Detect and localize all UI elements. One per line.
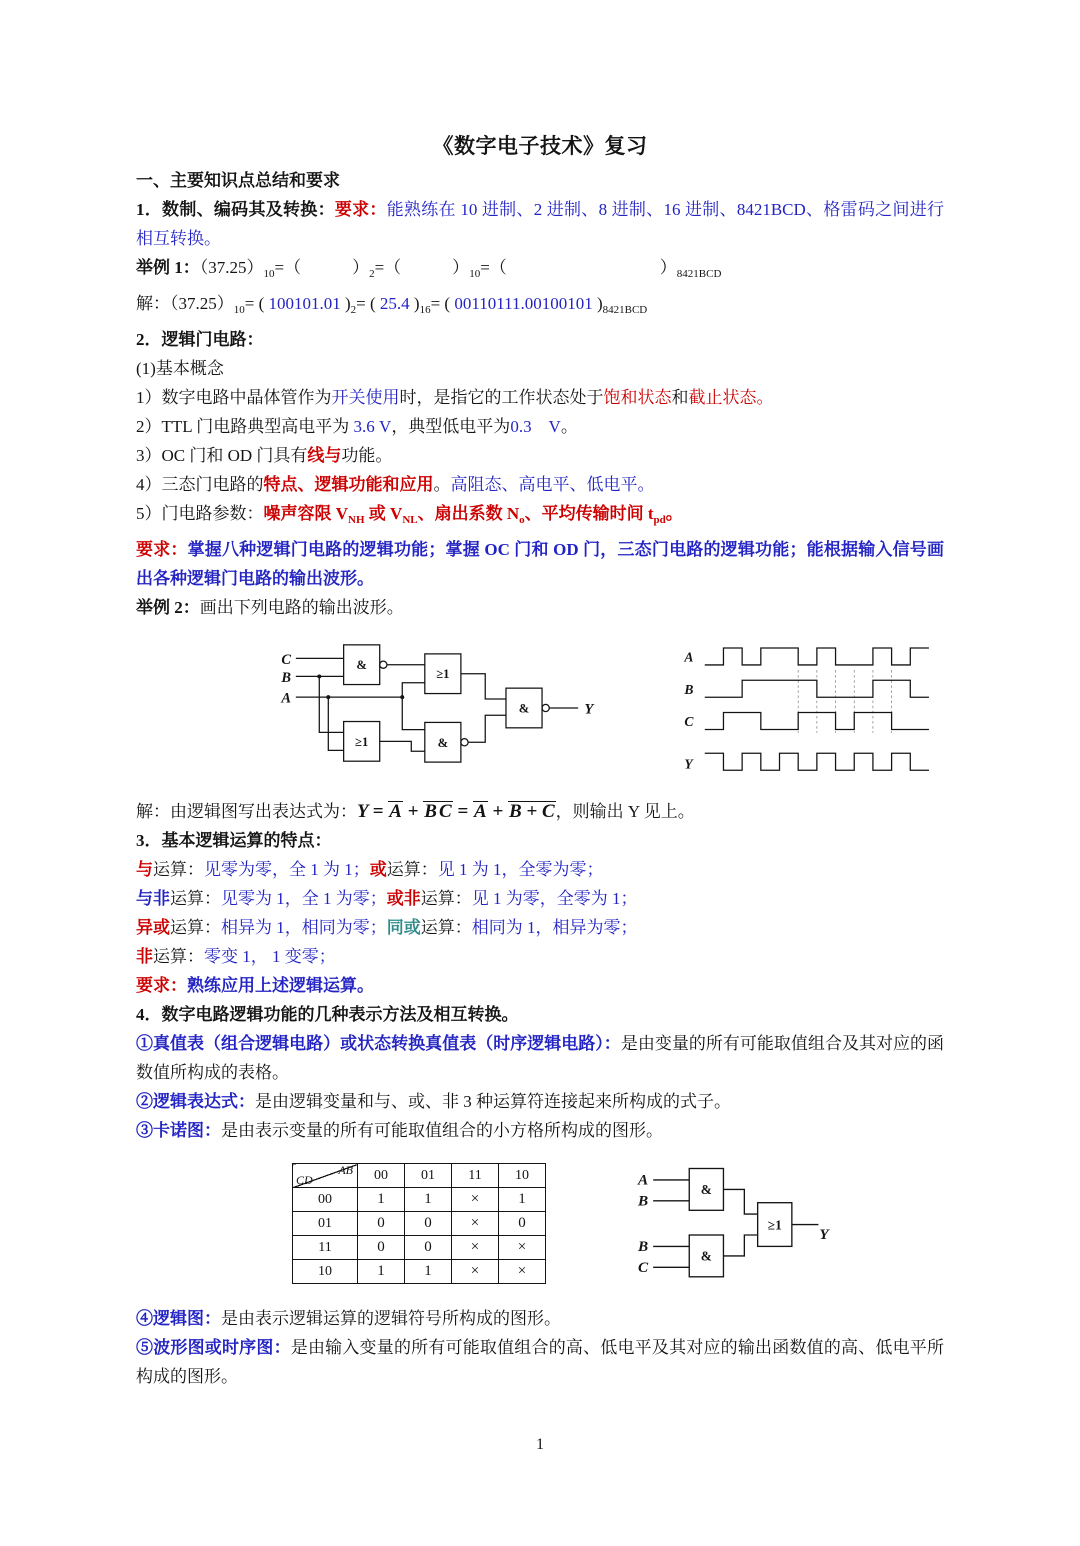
text-segment: 。: [665, 504, 683, 523]
kmap-cell: 1: [358, 1188, 405, 1212]
kmap-row-label: 10: [293, 1260, 358, 1284]
text-segment: 10: [233, 304, 245, 316]
text-segment: B: [424, 801, 437, 822]
text-segment: 要求：: [334, 200, 387, 219]
or-gate-label: ≥1: [436, 667, 450, 682]
op-nand-nor: [136, 884, 944, 913]
logic-circuit-figure: [276, 634, 637, 791]
text-segment: 是由变量的所有可能取值组合及其对应的函数值所构成的表格。: [136, 1034, 945, 1082]
text-segment: 10: [263, 268, 275, 280]
text-segment: 1．数制、编码其及转换：: [136, 200, 335, 219]
kmap-cell: 0: [405, 1236, 452, 1260]
text-segment: 运算：: [170, 918, 221, 937]
text-segment: =（ ）: [480, 258, 677, 277]
text-segment: 解：由逻辑图写出表达式为：: [136, 802, 357, 821]
signal-label-y: Y: [684, 756, 693, 772]
kmap-cell: 0: [358, 1236, 405, 1260]
text-segment: （37.25）: [199, 258, 264, 277]
text-segment: 2: [369, 268, 375, 280]
item-2-logic-gates: [136, 325, 944, 354]
text-segment: 100101.01: [268, 294, 341, 313]
text-segment: = (: [356, 294, 380, 313]
item-4-representations: [136, 1000, 944, 1029]
op-not: [136, 942, 944, 971]
text-segment: ，典型低电平为: [391, 417, 511, 436]
text-segment: =（ ）: [274, 258, 370, 277]
text-segment: =: [367, 801, 389, 822]
waveform-y: [705, 753, 929, 770]
or-gate-label: ≥1: [355, 734, 369, 749]
kmap-row-label: 00: [293, 1188, 358, 1212]
text-segment: 、平均传输时间 t: [524, 504, 654, 523]
waveform-gridlines: [798, 670, 891, 733]
nand-gate-label: &: [356, 658, 367, 673]
text-block-2: [136, 797, 944, 1145]
text-segment: 4）三态门电路的: [136, 475, 264, 494]
kmap-cell: 1: [405, 1260, 452, 1284]
page-title: 《数字电子技术》复习: [432, 134, 648, 158]
input-label-b: B: [281, 669, 292, 686]
text-segment: 4．数字电路逻辑功能的几种表示方法及相互转换。: [136, 1005, 519, 1024]
text-segment: 非: [136, 947, 153, 966]
item-1-number-systems: [136, 195, 944, 253]
text-segment: 同或: [386, 918, 421, 937]
text-segment: 是由逻辑变量和与、或、非 3 种运算符连接起来所构成的式子。: [255, 1092, 731, 1111]
rep-3-kmap: [136, 1116, 944, 1145]
text-segment: ③卡诺图：: [136, 1121, 221, 1140]
concept-3: [136, 441, 944, 470]
text-block-1: [136, 166, 944, 622]
rep-4-logic-diagram: [136, 1304, 944, 1333]
karnaugh-map: [292, 1163, 546, 1284]
kmap-col-label: 10: [499, 1164, 546, 1188]
kmap-row-label: 11: [293, 1236, 358, 1260]
text-segment: 高阻态、高电平、低电平。: [450, 475, 655, 494]
text-segment: ⑤波形图或时序图：: [136, 1338, 291, 1357]
text-segment: +: [487, 801, 508, 822]
kmap-cell: ×: [499, 1260, 546, 1284]
text-segment: 、扇出系数 N: [417, 504, 520, 523]
signal-label-a: A: [684, 649, 694, 665]
text-segment: 举例 1：: [136, 258, 200, 277]
text-segment: 见 1 为零，全零为 1；: [471, 889, 638, 908]
text-segment: 运算：: [170, 889, 221, 908]
text-segment: 5）门电路参数：: [136, 504, 264, 523]
input-label-a: A: [281, 690, 292, 707]
signal-label-c: C: [684, 714, 694, 730]
page-number: 1: [536, 1436, 544, 1453]
text-segment: 线与: [307, 446, 342, 465]
text-segment: 8421BCD: [602, 304, 648, 316]
text-segment: A: [473, 801, 487, 822]
text-segment: 3.6 V: [353, 417, 392, 436]
basic-concepts: [136, 354, 944, 383]
example-2-solution: [136, 797, 944, 826]
text-segment: 饱和状态: [603, 388, 672, 407]
kmap-col-label: 11: [452, 1164, 499, 1188]
example-2: [136, 593, 944, 622]
text-segment: 3．基本逻辑运算的特点：: [136, 831, 332, 850]
text-segment: 见 1 为 1，全零为零；: [437, 860, 604, 879]
text-segment: ②逻辑表达式：: [136, 1092, 255, 1111]
text-segment: 运算：: [420, 918, 472, 937]
text-segment: 2．逻辑门电路：: [136, 330, 264, 349]
text-segment: 运算：: [153, 860, 204, 879]
text-segment: 相异为 1，相同为零；: [221, 918, 387, 937]
text-segment: = (: [244, 294, 269, 313]
text-segment: 特点、逻辑功能和应用: [263, 475, 434, 494]
concept-1: [136, 383, 944, 412]
text-segment: NH: [348, 514, 365, 526]
waveform-figure: [681, 634, 944, 791]
kmap-cell: ×: [452, 1260, 499, 1284]
text-segment: 或 V: [364, 504, 403, 523]
text-segment: 截止状态。: [688, 388, 774, 407]
text-segment: 运算：: [420, 889, 472, 908]
figure-row-2: [136, 1159, 944, 1292]
text-segment: 开关使用: [331, 388, 400, 407]
input-label-a: A: [637, 1171, 649, 1189]
kmap-cell: 0: [358, 1212, 405, 1236]
text-segment: 10: [469, 268, 481, 280]
text-segment: 要求：: [136, 540, 188, 559]
text-segment: 画出下列电路的输出波形。: [199, 598, 404, 617]
text-segment: 。: [433, 475, 451, 494]
text-segment: B + C: [508, 801, 555, 822]
signal-label-b: B: [684, 681, 694, 697]
requirement-operations: [136, 971, 944, 1000]
input-label-c: C: [281, 651, 292, 668]
text-segment: 运算：: [153, 947, 204, 966]
waveform-b: [705, 680, 929, 697]
text-segment: 0.3 V: [510, 417, 561, 436]
text-segment: 是由输入变量的所有可能取值组合的高、低电平及其对应的输出函数值的高、低电平所构成的图形。: [136, 1338, 945, 1386]
text-segment: 是由表示变量的所有可能取值组合的小方格所构成的图形。: [221, 1121, 663, 1140]
text-segment: C: [438, 801, 452, 822]
kmap-row-label: 01: [293, 1212, 358, 1236]
text-segment: ，则输出 Y 见上。: [555, 802, 695, 821]
text-segment: 相同为 1，相异为零；: [471, 918, 638, 937]
text-segment: 。: [560, 417, 578, 436]
input-label-b: B: [637, 1192, 649, 1210]
text-segment: 与非: [136, 889, 170, 908]
text-segment: NL: [402, 514, 418, 526]
or-gate-label: ≥1: [767, 1217, 782, 1233]
text-segment: 熟练应用上述逻辑运算。: [187, 976, 374, 995]
example-1: [136, 253, 944, 289]
kmap-cell: 0: [405, 1212, 452, 1236]
text-segment: = (: [430, 294, 455, 313]
kmap-cell: ×: [452, 1188, 499, 1212]
input-label-b2: B: [637, 1238, 649, 1256]
output-label-y: Y: [584, 701, 594, 718]
requirement-gates: [136, 535, 944, 593]
text-segment: 00110111.00100101: [454, 294, 593, 313]
op-xor-xnor: [136, 913, 944, 942]
text-segment: 或非: [386, 889, 421, 908]
output-label-y: Y: [819, 1225, 829, 1243]
text-segment: 解：（37.25）: [136, 294, 234, 313]
text-segment: 能熟练在 10 进制、2 进制、8 进制、16 进制、8421BCD、格雷码之间进行相互转换。: [136, 200, 945, 248]
nand-gate-label: &: [437, 735, 449, 750]
kmap-corner-cell: [293, 1164, 358, 1188]
text-segment: +: [402, 801, 424, 822]
text-segment: ): [340, 294, 351, 313]
kmap-cell: ×: [499, 1236, 546, 1260]
text-segment: 25.4: [379, 294, 410, 313]
text-segment: 功能。: [341, 446, 393, 465]
text-segment: 2）TTL 门电路典型高电平为: [136, 417, 354, 436]
kmap-cell: 1: [358, 1260, 405, 1284]
text-segment: 是由表示逻辑运算的逻辑符号所构成的图形。: [221, 1309, 561, 1328]
item-3-basic-operations: [136, 826, 944, 855]
waveform-a: [705, 648, 929, 665]
text-segment: pd: [653, 514, 666, 526]
concept-5: [136, 499, 944, 535]
kmap-cell: ×: [452, 1236, 499, 1260]
text-segment: 见零为零，全 1 为 1；: [204, 860, 370, 879]
op-and-or: [136, 855, 944, 884]
kmap-cell: 1: [405, 1188, 452, 1212]
and-gate-label: &: [700, 1182, 712, 1198]
kmap-cell: ×: [452, 1212, 499, 1236]
text-segment: (1)基本概念: [136, 359, 224, 378]
example-1-solution: [136, 289, 944, 325]
text-segment: Y: [357, 801, 368, 822]
text-segment: =（ ）: [374, 258, 470, 277]
text-segment: ④逻辑图：: [136, 1309, 221, 1328]
logic-diagram-figure: [632, 1159, 832, 1292]
text-segment: 16: [419, 304, 431, 316]
kmap-cell: 1: [499, 1188, 546, 1212]
nand-gate-label: &: [518, 701, 530, 716]
kmap-corner-cd: CD: [296, 1173, 313, 1187]
section-heading-1: [136, 166, 944, 195]
figure-row-1: [136, 634, 944, 791]
text-segment: 1）数字电路中晶体管作为: [136, 388, 332, 407]
text-segment: 噪声容限 V: [263, 504, 349, 523]
text-segment: ): [592, 294, 603, 313]
rep-1-truth-table: [136, 1029, 944, 1087]
kmap-cell: 0: [499, 1212, 546, 1236]
text-segment: 与: [136, 860, 153, 879]
kmap-col-label: 00: [358, 1164, 405, 1188]
text-block-3: [136, 1304, 944, 1391]
text-segment: =: [452, 801, 473, 822]
kmap-corner-ab: AB: [338, 1163, 353, 1177]
text-segment: 和: [671, 388, 689, 407]
text-segment: 运算：: [386, 860, 438, 879]
rep-2-expression: [136, 1087, 944, 1116]
text-segment: 举例 2：: [136, 598, 200, 617]
text-segment: 2: [350, 304, 357, 316]
text-segment: 或: [369, 860, 387, 879]
text-segment: 掌握八种逻辑门电路的逻辑功能；掌握 OC 门和 OD 门，三态门电路的逻辑功能；能根据输入信号画出各种逻辑门电路的输出波形。: [136, 540, 945, 588]
text-segment: ): [409, 294, 420, 313]
rep-5-waveform: [136, 1333, 944, 1391]
text-segment: 时，是指它的工作状态处于: [399, 388, 604, 407]
text-segment: 8421BCD: [676, 268, 722, 280]
text-segment: 要求：: [136, 976, 187, 995]
text-segment: 零变 1， 1 变零；: [204, 947, 336, 966]
concept-2: [136, 412, 944, 441]
kmap-col-label: 01: [405, 1164, 452, 1188]
and-gate-label: &: [700, 1248, 712, 1264]
text-segment: 见零为 1，全 1 为零；: [221, 889, 387, 908]
text-segment: 一、主要知识点总结和要求: [136, 171, 340, 190]
text-segment: ①真值表（组合逻辑电路）或状态转换真值表（时序逻辑电路）：: [136, 1034, 621, 1053]
text-segment: A: [389, 801, 402, 822]
text-segment: 3）OC 门和 OD 门具有: [136, 446, 308, 465]
text-segment: 异或: [136, 918, 170, 937]
text-segment: o: [519, 514, 525, 526]
concept-4: [136, 470, 944, 499]
input-label-c: C: [637, 1259, 649, 1277]
